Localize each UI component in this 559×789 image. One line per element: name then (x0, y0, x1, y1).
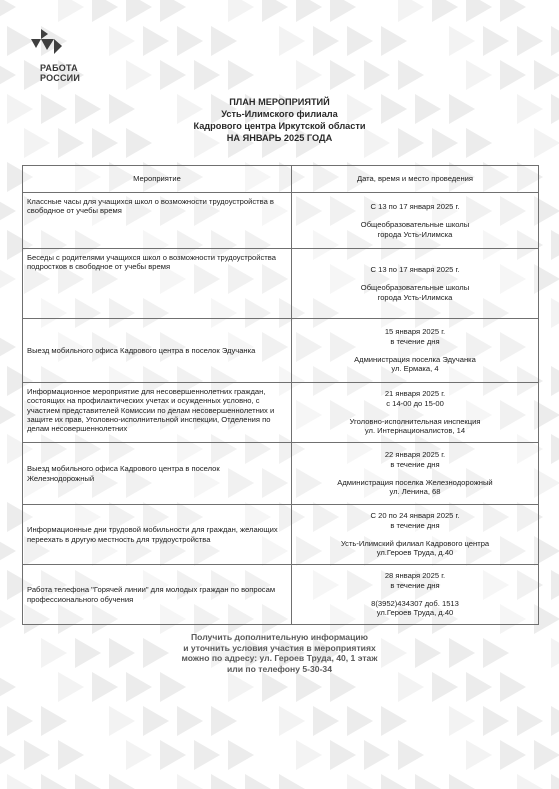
date-place-cell (292, 249, 539, 319)
background-triangle (194, 740, 220, 770)
event-address: города Усть-Илимска (377, 229, 453, 239)
background-triangle (262, 0, 288, 22)
background-triangle (398, 60, 424, 90)
date-place-cell (292, 383, 539, 443)
logo-text (40, 63, 80, 83)
background-triangle (0, 672, 16, 702)
contact-footer (0, 632, 559, 674)
background-triangle (24, 740, 50, 770)
table-header-row (23, 166, 539, 193)
event-address: ул. Ермака, 4 (391, 364, 439, 374)
background-triangle (279, 26, 305, 56)
event-cell: Выезд мобильного офиса Кадрового центра в поселок Железнодорожный (23, 443, 292, 505)
background-triangle (449, 774, 475, 789)
footer-line: и уточнить условия участия в мероприятиях (183, 642, 376, 653)
background-triangle (0, 60, 16, 90)
background-triangle (330, 740, 356, 770)
background-triangle (41, 706, 67, 736)
background-triangle (160, 60, 186, 90)
footer-address: можно по адресу: ул. Героев Труда, 40, 1 этаж (181, 653, 378, 664)
background-triangle (347, 706, 373, 736)
event-time: в течение дня (390, 336, 440, 346)
background-triangle (296, 672, 322, 702)
background-triangle (143, 706, 169, 736)
event-address: ул.Героев Труда, д.40 (376, 608, 454, 618)
background-triangle (211, 26, 237, 56)
background-triangle (160, 740, 186, 770)
table-row (23, 383, 539, 443)
background-triangle (466, 672, 492, 702)
logo-mark-icon (28, 28, 68, 60)
background-triangle (466, 740, 492, 770)
event-place: Администрация поселка Железнодорожный (337, 478, 493, 487)
background-triangle (398, 0, 424, 22)
background-triangle (262, 672, 288, 702)
event-place: Усть-Илимский филиал Кадрового центра (340, 539, 490, 548)
background-triangle (381, 774, 407, 789)
background-triangle (126, 740, 152, 770)
background-triangle (466, 0, 492, 22)
background-triangle (177, 774, 203, 789)
background-triangle (0, 536, 16, 566)
background-triangle (551, 706, 559, 736)
background-triangle (347, 26, 373, 56)
background-triangle (551, 434, 559, 464)
background-triangle (296, 0, 322, 22)
column-header-date: Дата, время и место проведения (292, 166, 539, 193)
background-triangle (92, 0, 118, 22)
background-triangle (449, 706, 475, 736)
background-triangle (228, 672, 254, 702)
background-triangle (398, 740, 424, 770)
event-date: 15 января 2025 г. (384, 327, 446, 337)
event-date: 22 января 2025 г. (384, 450, 446, 460)
date-place-cell (292, 319, 539, 383)
background-triangle (109, 706, 135, 736)
background-triangle (245, 774, 271, 789)
background-triangle (126, 672, 152, 702)
logo-text-line1: РАБОТА (40, 63, 78, 73)
column-header-event: Мероприятие (23, 166, 292, 193)
background-triangle (58, 740, 84, 770)
header-title: ПЛАН МЕРОПРИЯТИЙ (229, 97, 330, 107)
table-row (23, 443, 539, 505)
background-triangle (381, 706, 407, 736)
background-triangle (432, 672, 458, 702)
background-triangle (0, 264, 16, 294)
background-triangle (0, 196, 16, 226)
background-triangle (109, 774, 135, 789)
event-place: Общеобразовательные школы (360, 220, 470, 230)
background-triangle (364, 60, 390, 90)
header-center: Кадрового центра Иркутской области (193, 121, 366, 131)
background-triangle (330, 672, 356, 702)
background-triangle (228, 60, 254, 90)
background-triangle (551, 774, 559, 789)
background-triangle (211, 706, 237, 736)
event-cell: Классные часы для учащихся школ о возможности трудоустройства в свободное от учебы время (23, 193, 292, 249)
table-row (23, 193, 539, 249)
event-cell: Информационное мероприятие для несовершеннолетних граждан, состоящих на профилактических учетах и осужденных условно, с участием представителей Комиссии по делам несовершеннолетних и защите их прав, Уголовно-исполнительной инспекции, Отделения по делам несовершеннолетних (23, 383, 292, 443)
background-triangle (92, 672, 118, 702)
footer-phone: или по телефону 5-30-34 (227, 663, 332, 674)
logo (28, 28, 98, 88)
background-triangle (143, 26, 169, 56)
background-triangle (7, 774, 33, 789)
background-triangle (58, 0, 84, 22)
event-date: С 20 по 24 января 2025 г. (370, 511, 460, 521)
background-triangle (109, 26, 135, 56)
background-triangle (0, 740, 16, 770)
background-triangle (75, 774, 101, 789)
background-triangle (177, 26, 203, 56)
event-place: Уголовно-исполнительная инспекция (349, 417, 481, 426)
background-triangle (330, 60, 356, 90)
background-triangle (500, 0, 526, 22)
background-triangle (296, 60, 322, 90)
background-triangle (500, 740, 526, 770)
event-address: ул. Ленина, 68 (389, 487, 441, 497)
events-table (22, 165, 539, 625)
table-row (23, 505, 539, 565)
date-place-cell (292, 565, 539, 625)
background-triangle (466, 60, 492, 90)
event-date: С 13 по 17 января 2025 г. (370, 202, 460, 212)
background-triangle (517, 26, 543, 56)
event-cell: Выезд мобильного офиса Кадрового центра в поселок Эдучанка (23, 319, 292, 383)
background-triangle (398, 672, 424, 702)
event-date: С 13 по 17 января 2025 г. (370, 265, 460, 275)
background-triangle (160, 0, 186, 22)
event-cell: Информационные дни трудовой мобильности для граждан, желающих переехать в другую местность для трудоустройства (23, 505, 292, 565)
background-triangle (296, 740, 322, 770)
background-triangle (381, 26, 407, 56)
background-triangle (364, 740, 390, 770)
background-triangle (0, 400, 16, 430)
background-triangle (534, 60, 559, 90)
event-date: 21 января 2025 г. (384, 389, 446, 399)
event-place: Общеобразовательные школы (360, 283, 470, 293)
background-triangle (500, 60, 526, 90)
background-triangle (432, 0, 458, 22)
table-row (23, 249, 539, 319)
background-triangle (551, 298, 559, 328)
background-triangle (313, 26, 339, 56)
event-time: в течение дня (390, 580, 440, 590)
background-triangle (551, 230, 559, 260)
background-triangle (483, 706, 509, 736)
background-triangle (211, 774, 237, 789)
date-place-cell (292, 193, 539, 249)
background-triangle (347, 774, 373, 789)
background-triangle (551, 366, 559, 396)
event-date: 28 января 2025 г. (384, 571, 446, 581)
background-triangle (517, 774, 543, 789)
background-triangle (126, 60, 152, 90)
event-place: 8(3952)434307 доб. 1513 (371, 599, 459, 608)
table-row (23, 319, 539, 383)
background-triangle (500, 672, 526, 702)
background-triangle (279, 774, 305, 789)
background-triangle (517, 706, 543, 736)
document-header (0, 96, 559, 144)
background-triangle (228, 0, 254, 22)
background-triangle (551, 570, 559, 600)
background-triangle (7, 706, 33, 736)
background-triangle (0, 0, 16, 22)
date-place-cell (292, 443, 539, 505)
background-triangle (313, 706, 339, 736)
background-triangle (534, 740, 559, 770)
header-branch: Усть-Илимского филиала (221, 109, 338, 119)
background-triangle (194, 60, 220, 90)
background-triangle (41, 774, 67, 789)
background-triangle (279, 706, 305, 736)
event-address: ул. Интернационалистов, 14 (364, 426, 466, 436)
background-triangle (160, 672, 186, 702)
background-triangle (330, 0, 356, 22)
background-triangle (58, 672, 84, 702)
event-address: ул.Героев Труда, д.40 (376, 548, 454, 558)
event-cell: Беседы с родителями учащихся школ о возможности трудоустройства подростков в свободное от учебы время (23, 249, 292, 319)
header-period: НА ЯНВАРЬ 2025 ГОДА (226, 133, 333, 143)
event-time: в течение дня (390, 520, 440, 530)
background-triangle (228, 740, 254, 770)
background-triangle (449, 26, 475, 56)
background-triangle (0, 332, 16, 362)
background-triangle (415, 774, 441, 789)
date-place-cell (292, 505, 539, 565)
event-time: в течение дня (390, 459, 440, 469)
background-triangle (483, 26, 509, 56)
event-place: Администрация поселка Эдучанка (354, 355, 476, 364)
footer-line: Получить дополнительную информацию (191, 632, 368, 642)
event-address: города Усть-Илимска (377, 292, 453, 302)
background-triangle (177, 706, 203, 736)
table-row (23, 565, 539, 625)
background-triangle (0, 604, 16, 634)
background-triangle (551, 26, 559, 56)
event-time: с 14-00 до 15-00 (386, 398, 444, 408)
background-triangle (126, 0, 152, 22)
event-cell: Работа телефона "Горячей линии" для молодых граждан по вопросам профессионального обучения (23, 565, 292, 625)
logo-text-line2: РОССИИ (40, 73, 81, 83)
